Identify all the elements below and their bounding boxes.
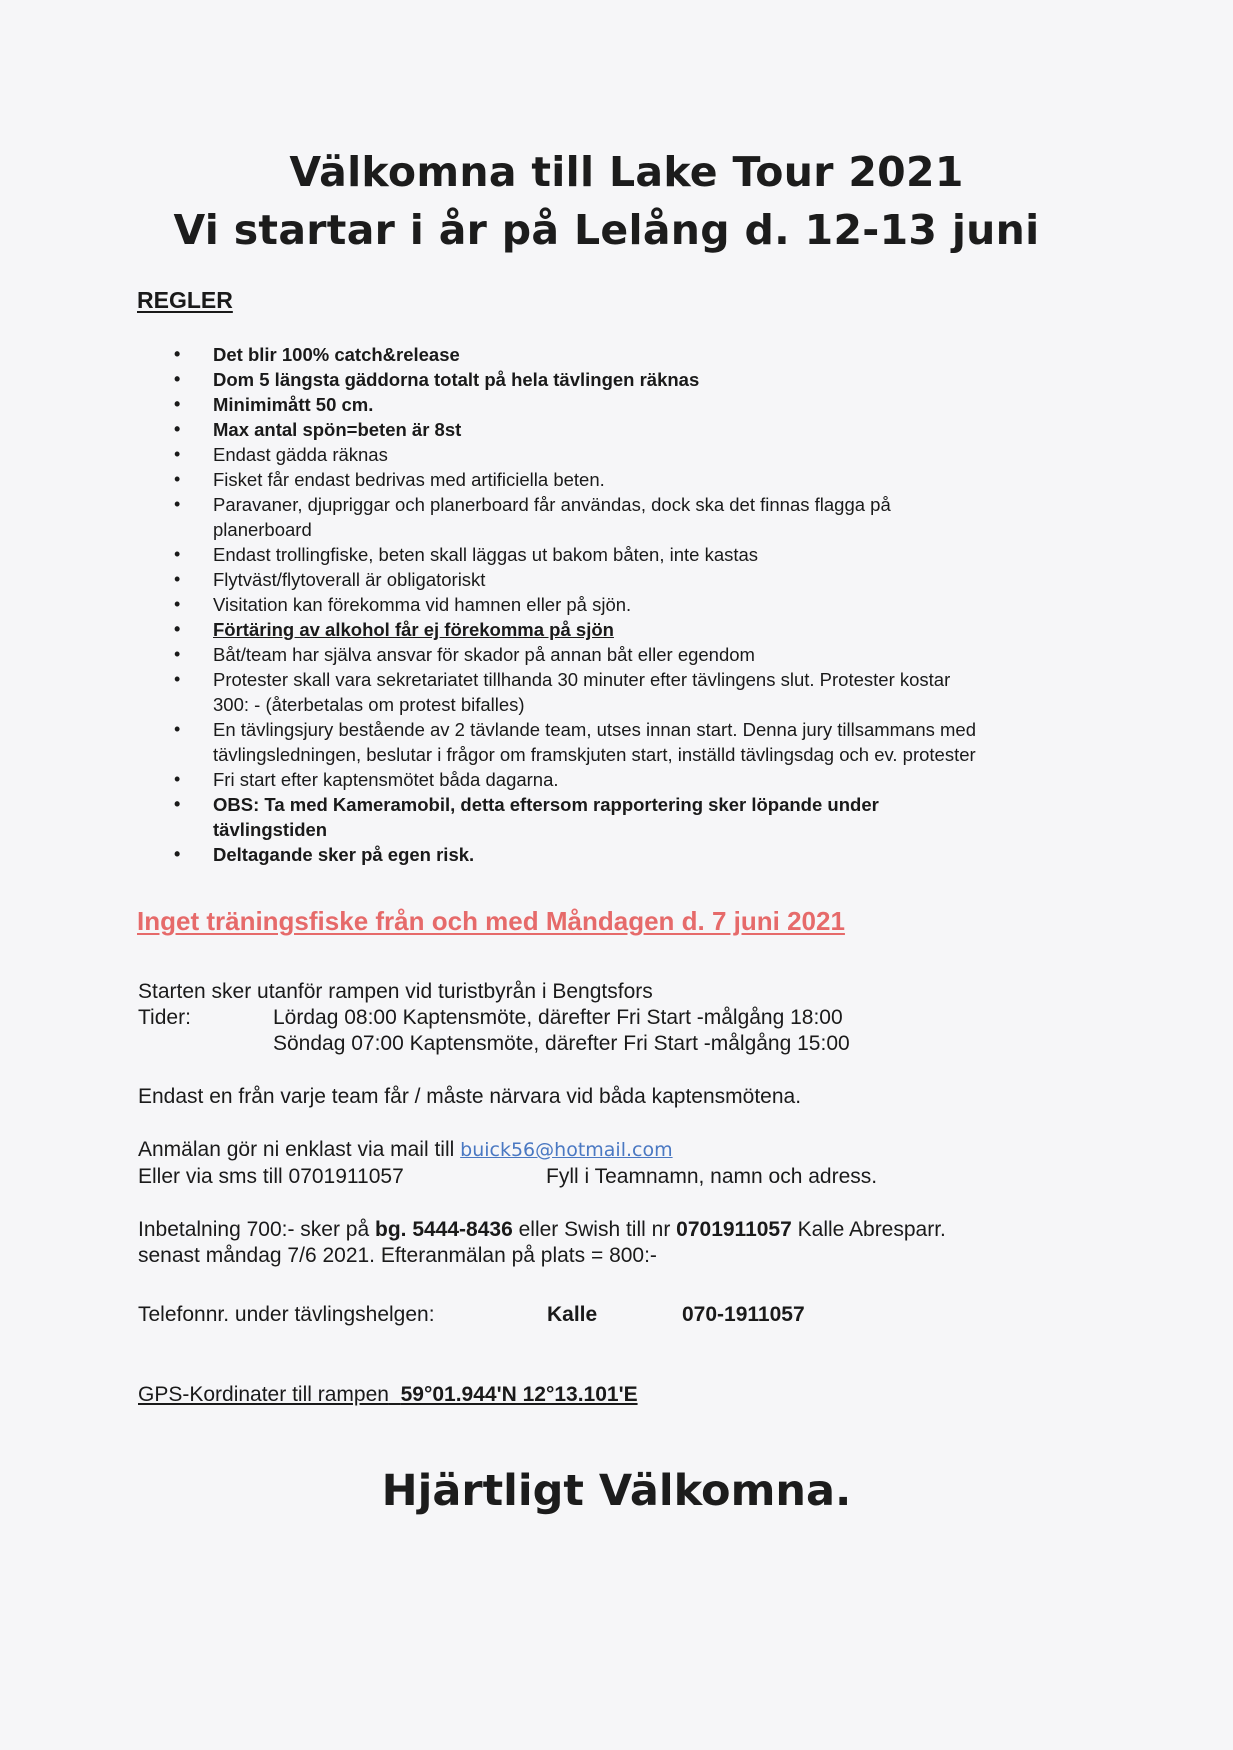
payment-text: Inbetalning 700:- sker på: [138, 1218, 375, 1241]
list-item: • Endast gädda räknas: [170, 442, 990, 467]
list-item: • Dom 5 längsta gäddorna totalt på hela tävlingen räknas: [170, 367, 990, 392]
list-item: • Båt/team har själva ansvar för skador på annan båt eller egendom: [170, 642, 990, 667]
email-link[interactable]: buick56@hotmail.com: [460, 1139, 673, 1161]
closing-greeting: Hjärtligt Välkomna.: [381, 1466, 852, 1516]
list-item: • Deltagande sker på egen risk.: [170, 842, 990, 867]
gps-line: [138, 1382, 638, 1408]
gps-label: GPS-Kordinater till rampen: [138, 1383, 389, 1406]
list-item: • Förtäring av alkohol får ej förekomma på sjön: [170, 617, 990, 642]
swish-number: 0701911057: [676, 1218, 792, 1241]
no-training-notice: Inget träningsfiske från och med Måndagen d. 7 juni 2021: [137, 906, 845, 936]
payment-line: [138, 1217, 946, 1243]
fill-in-note: Fyll i Teamnamn, namn och adress.: [546, 1165, 878, 1188]
gps-coordinates: 59°01.944'N 12°13.101'E: [400, 1383, 638, 1406]
sms-line: Eller via sms till 0701911057: [138, 1165, 404, 1188]
phone-contact-name: Kalle: [547, 1303, 598, 1326]
start-location: Starten sker utanför rampen vid turistbyrån i Bengtsfors: [138, 980, 653, 1003]
signup-text: Anmälan gör ni enklast via mail till: [138, 1138, 461, 1161]
list-item: • Max antal spön=beten är 8st: [170, 417, 990, 442]
list-item: • Protester skall vara sekretariatet tillhanda 30 minuter efter tävlingens slut. Protester kostar 300: - (återbetalas om protest bifalles): [170, 667, 990, 717]
list-item: • Det blir 100% catch&release: [170, 342, 990, 367]
phone-label: Telefonnr. under tävlingshelgen:: [138, 1303, 435, 1326]
payment-text-mid: eller Swish till nr: [512, 1218, 677, 1241]
list-item: • Minimimått 50 cm.: [170, 392, 990, 417]
signup-line: [138, 1137, 673, 1163]
list-item: • OBS: Ta med Kameramobil, detta eftersom rapportering sker löpande under tävlingstiden: [170, 792, 990, 842]
bankgiro-number: bg. 5444-8436: [375, 1218, 513, 1241]
phone-number: 070-1911057: [682, 1303, 805, 1326]
one-per-team-note: Endast en från varje team får / måste närvara vid båda kaptensmötena.: [138, 1085, 802, 1108]
rules-heading: REGLER: [137, 287, 233, 313]
list-item: • Flytväst/flytoverall är obligatoriskt: [170, 567, 990, 592]
payment-text-suffix: Kalle Abresparr.: [791, 1218, 946, 1241]
list-item: • Visitation kan förekomma vid hamnen eller på sjön.: [170, 592, 990, 617]
list-item: • Fri start efter kaptensmötet båda dagarna.: [170, 767, 990, 792]
times-label: Tider:: [138, 1006, 191, 1029]
deadline-line: senast måndag 7/6 2021. Efteranmälan på plats = 800:-: [138, 1244, 657, 1267]
page-title: Välkomna till Lake Tour 2021: [289, 148, 964, 196]
list-item: • Paravaner, djupriggar och planerboard får användas, dock ska det finnas flagga på planerboard: [170, 492, 990, 542]
sunday-schedule: Söndag 07:00 Kaptensmöte, därefter Fri Start -målgång 15:00: [273, 1032, 850, 1055]
rules-list: [170, 342, 990, 867]
page-subtitle: Vi startar i år på Lelång d. 12-13 juni: [173, 206, 1040, 254]
list-item: • Endast trollingfiske, beten skall läggas ut bakom båten, inte kastas: [170, 542, 990, 567]
saturday-schedule: Lördag 08:00 Kaptensmöte, därefter Fri Start -målgång 18:00: [273, 1006, 843, 1029]
list-item: • En tävlingsjury bestående av 2 tävlande team, utses innan start. Denna jury tillsammans med tävlingsledningen, beslutar i frågor om framskjuten start, inställd tävlingsdag och ev. protester: [170, 717, 990, 767]
list-item: • Fisket får endast bedrivas med artificiella beten.: [170, 467, 990, 492]
